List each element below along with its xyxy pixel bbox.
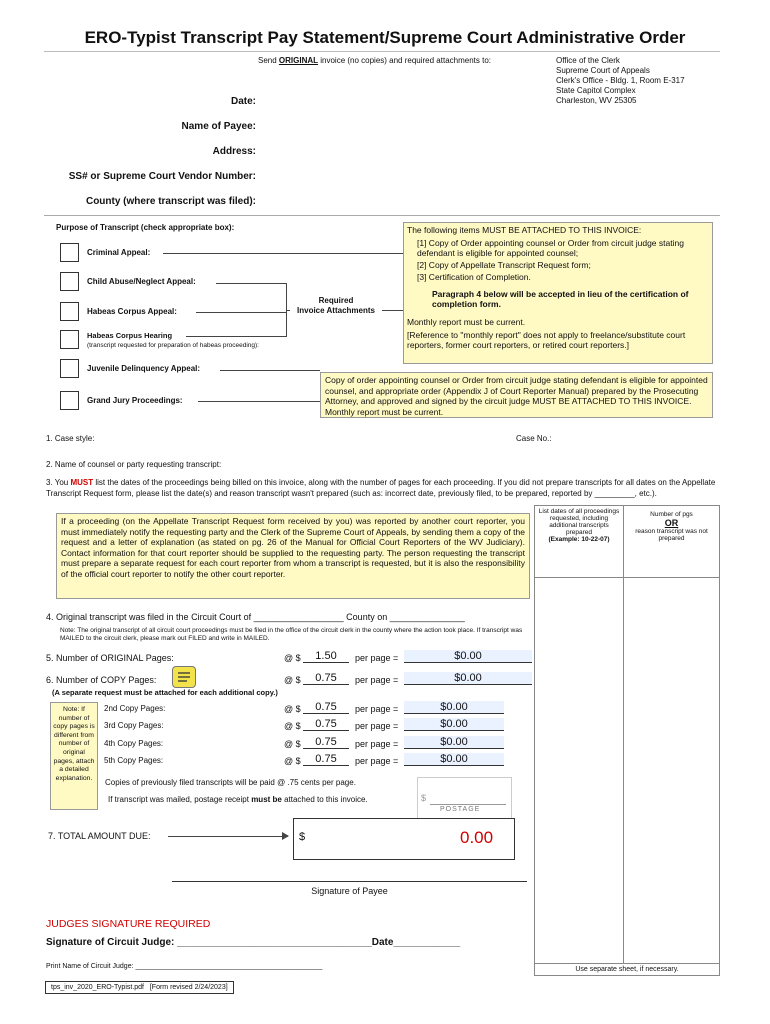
total-dollar: $ — [299, 831, 306, 843]
original-emphasis: ORIGINAL — [278, 56, 319, 65]
counsel-field[interactable] — [272, 460, 670, 468]
copy-5-pages-field[interactable] — [172, 756, 279, 765]
per-page-label: per page = — [355, 704, 399, 714]
copy-2-total[interactable]: $0.00 — [404, 701, 504, 714]
postage-dollar: $ — [421, 793, 427, 803]
per-page-label: per page = — [355, 721, 399, 731]
judges-signature-required: JUDGES SIGNATURE REQUIRED — [46, 918, 211, 930]
at-symbol: @ $ — [284, 739, 301, 749]
attachments-box — [403, 222, 713, 364]
connector-line — [163, 253, 403, 254]
habeas-appeal-checkbox[interactable] — [60, 302, 79, 321]
copy-2-pages-field[interactable] — [172, 704, 279, 713]
q4-label: 4. Original transcript was filed in the Circuit Court of __________________ County on _______________ — [46, 612, 465, 622]
per-page-label: per page = — [355, 739, 399, 749]
connector-line — [216, 283, 286, 284]
postage-field[interactable] — [430, 794, 506, 805]
connector-line — [196, 312, 286, 313]
grand-jury-label: Grand Jury Proceedings: — [87, 396, 183, 405]
case-style-field[interactable] — [112, 434, 512, 442]
attachments-heading: The following items MUST BE ATTACHED TO THIS INVOICE: — [407, 225, 642, 235]
clerk-address: Office of the Clerk Supreme Court of Appeals Clerk's Office - Bldg. 1, Room E-317 State Capitol Complex Charleston, WV 25305 — [556, 56, 685, 105]
at-symbol: @ $ — [284, 675, 301, 685]
copy-2-label: 2nd Copy Pages: — [104, 704, 166, 713]
ssn-label: SS# or Supreme Court Vendor Number: — [68, 171, 256, 182]
habeas-hearing-note: (transcript requested for preparation of habeas proceeding): — [87, 342, 259, 349]
copy-4-pages-field[interactable] — [172, 739, 279, 748]
separate-request-note: (A separate request must be attached for each additional copy.) — [52, 688, 278, 697]
monthly-report-reference: [Reference to "monthly report" does not apply to freelance/substitute court reporters, former court reporters, or retired court reporters.] — [407, 330, 686, 350]
date-label: Date: — [230, 96, 256, 107]
connector-line — [198, 401, 320, 402]
payee-name-label: Name of Payee: — [181, 121, 256, 132]
dates-column-header: List dates of all proceedings requested, including additional transcripts prepared (Example: 10-22-07) — [535, 506, 624, 578]
copy-4-total[interactable]: $0.00 — [404, 736, 504, 749]
case-no-label: Case No.: — [516, 434, 552, 443]
monthly-report-note: Monthly report must be current. — [407, 317, 526, 327]
payee-signature-label: Signature of Payee — [311, 886, 388, 896]
child-abuse-label: Child Abuse/Neglect Appeal: — [87, 277, 196, 286]
required-attachments-label: Required Invoice Attachments — [290, 296, 382, 316]
address-label: Address: — [212, 146, 256, 157]
paragraph-4-note: Paragraph 4 below will be accepted in lieu of the certification of completion form. — [432, 289, 689, 309]
total-amount: 0.00 — [460, 828, 494, 847]
dates-entry-cell[interactable] — [535, 578, 624, 964]
previously-filed-note: Copies of previously filed transcripts will be paid @ .75 cents per page. — [105, 778, 356, 787]
juvenile-attachments-box: Copy of order appointing counsel or Order from circuit judge stating defendant is eligible for appointed counsel, and appropriate order (Appendix J of Court Reporter Manual) prepared by the Prosecuting Attorney, and approved and signed by the circuit judge MUST BE ATTACHED TO THIS INVOICE. Monthly report must be current. — [320, 372, 713, 418]
must-emphasis: MUST — [70, 478, 94, 487]
copy-4-rate: 0.75 — [303, 736, 349, 749]
habeas-hearing-checkbox[interactable] — [60, 330, 79, 349]
at-symbol: @ $ — [284, 704, 301, 714]
copy-3-pages-field[interactable] — [172, 721, 279, 730]
postage-label: POSTAGE — [440, 806, 481, 813]
pages-entry-cell[interactable] — [624, 578, 720, 964]
habeas-appeal-label: Habeas Corpus Appeal: — [87, 307, 177, 316]
copy-5-rate: 0.75 — [303, 753, 349, 766]
copy-5-label: 5th Copy Pages: — [104, 756, 164, 765]
connector-line — [220, 370, 320, 371]
other-reporter-note: If a proceeding (on the Appellate Transcript Request form received by you) was reported by another court reporter, you must immediately notify the requesting party and the Clerk of the Supreme Court of Appeals, by sending them a copy of the request and a letter of explanation (as stated on pg. 26 of the Manual for Official Court Reporters of the WV Judiciary). Contact information for that court reporter should be supplied to the requesting party. The person requesting the transcript must prepare a separate request for each court reporter from whom a transcript is requested, but it is also the responsibility of the official court reporter to notify the other court reporter. — [56, 513, 530, 599]
copy-pages-field[interactable] — [203, 675, 279, 684]
grand-jury-checkbox[interactable] — [60, 391, 79, 410]
copy-total[interactable]: $0.00 — [404, 672, 532, 685]
criminal-appeal-checkbox[interactable] — [60, 243, 79, 262]
criminal-appeal-label: Criminal Appeal: — [87, 248, 151, 257]
county-field[interactable] — [260, 197, 715, 206]
copy-3-label: 3rd Copy Pages: — [104, 721, 164, 730]
habeas-hearing-label: Habeas Corpus Hearing — [87, 331, 173, 340]
send-instructions: Send ORIGINAL invoice (no copies) and required attachments to: — [258, 56, 491, 65]
section-divider — [44, 215, 720, 216]
at-symbol: @ $ — [284, 721, 301, 731]
per-page-label: per page = — [355, 675, 399, 685]
form-title: ERO-Typist Transcript Pay Statement/Supreme Court Administrative Order — [84, 28, 686, 47]
per-page-label: per page = — [355, 653, 399, 663]
judge-signature-line[interactable]: Signature of Circuit Judge: ___________________________________Date____________ — [46, 937, 461, 948]
juvenile-label: Juvenile Delinquency Appeal: — [87, 364, 201, 373]
copy-2-rate: 0.75 — [303, 701, 349, 714]
attachment-item-1: [1] Copy of Order appointing counsel or Order from circuit judge stating defendant is eligible for appointed counsel; — [417, 238, 684, 258]
copy-5-total[interactable]: $0.00 — [404, 753, 504, 766]
copy-3-total[interactable]: $0.00 — [404, 718, 504, 731]
child-abuse-checkbox[interactable] — [60, 272, 79, 291]
total-label: 7. TOTAL AMOUNT DUE: — [48, 831, 151, 841]
case-no-field[interactable] — [563, 434, 698, 442]
attachment-item-3: [3] Certification of Completion. — [417, 272, 531, 282]
payee-name-field[interactable] — [260, 122, 715, 131]
counsel-label: 2. Name of counsel or party requesting transcript: — [46, 460, 222, 469]
attachment-item-2: [2] Copy of Appellate Transcript Request form; — [417, 260, 591, 270]
connector-line — [186, 336, 286, 337]
at-symbol: @ $ — [284, 653, 301, 663]
date-field[interactable] — [260, 97, 360, 106]
dates-pages-table — [534, 505, 720, 976]
title-divider — [44, 51, 720, 52]
original-total[interactable]: $0.00 — [404, 650, 532, 663]
copy-4-label: 4th Copy Pages: — [104, 739, 164, 748]
address-field[interactable] — [260, 147, 715, 156]
dates-table-footer: Use separate sheet, if necessary. — [535, 964, 720, 976]
copy-3-rate: 0.75 — [303, 718, 349, 731]
arrow-head-icon — [282, 832, 289, 840]
purpose-heading: Purpose of Transcript (check appropriate box): — [56, 223, 235, 232]
juvenile-checkbox[interactable] — [60, 359, 79, 378]
copy-rate: 0.75 — [303, 672, 349, 685]
original-pages-field[interactable] — [203, 653, 279, 662]
ssn-field[interactable] — [260, 172, 715, 181]
pages-column-header: Number of pgs OR reason transcript was not prepared — [624, 506, 720, 578]
total-arrow — [168, 836, 288, 837]
per-page-label: per page = — [355, 756, 399, 766]
comment-note-icon[interactable] — [172, 666, 196, 688]
case-style-label: 1. Case style: — [46, 434, 95, 443]
copy-pages-label: 6. Number of COPY Pages: — [46, 675, 157, 685]
payee-signature-line — [172, 881, 527, 882]
judge-print-name[interactable]: Print Name of Circuit Judge: ________________________________________________ — [46, 963, 323, 970]
original-pages-label: 5. Number of ORIGINAL Pages: — [46, 653, 174, 663]
county-label: County (where transcript was filed): — [85, 196, 256, 207]
at-symbol: @ $ — [284, 756, 301, 766]
mailed-postage-note: If transcript was mailed, postage receipt must be attached to this invoice. — [108, 795, 368, 804]
copy-pages-side-note: Note: If number of copy pages is different from number of original pages, attach a detailed explanation. — [50, 702, 98, 810]
q4-note: Note: The original transcript of all circuit court proceedings must be filed in the office of the circuit clerk in the county where the action took place. If transcript was MAILED to the circuit clerk, please mark out FILED and write in MAILED. — [60, 627, 523, 642]
form-footer: tps_inv_2020_ERO-Typist.pdf [Form revised 2/24/2023] — [45, 981, 234, 994]
original-rate: 1.50 — [303, 650, 349, 663]
q3-instructions: 3. You MUST list the dates of the proceedings being billed on this invoice, along with the number of pages for each proceeding. If you did not prepare transcripts for all dates on the Appellate Transcript Request form, please list the date(s) and reason transcript wasn't prepared (such as: incorrect date, previously filed, to be prepared, reported by _________, etc.). — [46, 478, 716, 498]
